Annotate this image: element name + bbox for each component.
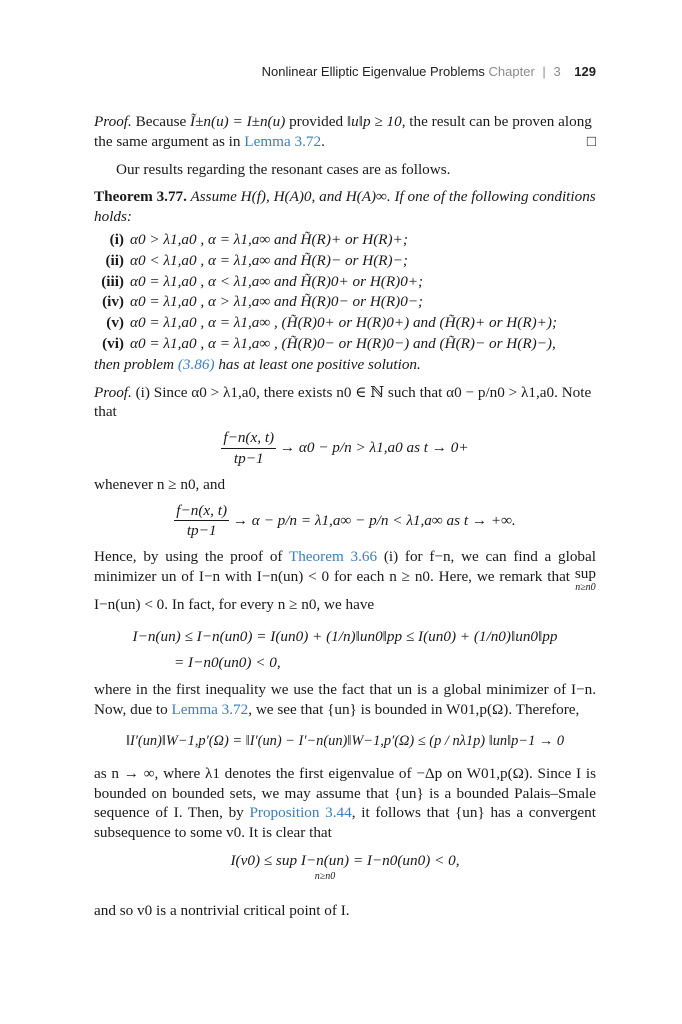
equation-3-line-2: = I−n0(un0) < 0, — [174, 653, 281, 671]
page-body — [94, 112, 596, 920]
proof-text: , we see that {un} is bounded in W01,p(Ω). Therefore, — [248, 701, 580, 719]
proof-text: Hence, by using the proof of — [94, 548, 289, 566]
proposition-link[interactable]: Proposition 3.44 — [249, 804, 352, 822]
proof-text: (i) for f−n, we can find a global minimizer un of I−n with I−n(un) < 0 for each n ≥ n0. Here, we remark that — [94, 548, 596, 585]
lemma-link[interactable]: Lemma 3.72 — [244, 132, 322, 150]
previous-proof — [94, 112, 596, 152]
equation-link[interactable]: (3.86) — [177, 355, 215, 373]
condition-text: α0 < λ1,a0 , α = λ1,a∞ and H̃(R)− or H(R)−; — [130, 251, 408, 269]
condition-label: (i) — [109, 230, 124, 248]
proof-paragraph-3 — [94, 547, 596, 615]
condition-label: (vi) — [102, 334, 124, 352]
math-inline: ‖u‖p ≥ 10 — [346, 113, 402, 130]
proof-paragraph-2: whenever n ≥ n0, and — [94, 475, 226, 493]
equation-2 — [94, 501, 596, 542]
proof-paragraph-1 — [94, 383, 596, 423]
equation-subscript: n≥n0 — [314, 870, 336, 882]
condition-item — [94, 251, 596, 271]
running-header — [262, 64, 596, 79]
condition-item — [94, 334, 596, 354]
condition-text: α0 = λ1,a0 , α = λ1,a∞ , (H̃(R)0− or H(R)0−) and (H̃(R)− or H(R)−), — [130, 334, 556, 352]
proof-text: as n → ∞, where λ1 denotes the first eigenvalue of −Δp on W01,p(Ω). Since I is bounded on bounded sets, we may assume that {un} is a bounded Palais–Smale sequence of I. Then, by — [94, 764, 596, 822]
sup-operator — [574, 564, 596, 595]
header-separator: | — [542, 64, 546, 79]
condition-list — [94, 230, 596, 354]
proof-text: , the result can be proven along the same argument as in — [94, 113, 592, 150]
theorem-link[interactable]: Theorem 3.66 — [288, 548, 378, 566]
proof-paragraph-6: and so v0 is a nontrivial critical point of I. — [94, 901, 350, 919]
condition-label: (v) — [106, 314, 124, 332]
theorem-text: Assume H(f), H(A)0, and H(A)∞. If one of the following conditions holds: — [94, 188, 596, 226]
proof-text: I−n(un) < 0. In fact, for every n ≥ n0, we have — [94, 595, 375, 613]
proof-text: , it follows that {un} has a convergent subsequence to some v0. It is clear that — [94, 804, 596, 842]
equation-1 — [94, 428, 596, 469]
equation-text: I(v0) ≤ sup I−n(un) = I−n0(un0) < 0, — [230, 851, 460, 869]
proof-text: provided — [285, 113, 347, 130]
lemma-link[interactable]: Lemma 3.72 — [171, 701, 249, 719]
math-inline: Ĩ±n(u) = I±n(u) — [190, 113, 286, 130]
condition-item — [94, 230, 596, 250]
denominator: tp−1 — [186, 522, 217, 540]
proof-text: (i) Since α0 > λ1,a0, there exists n0 ∈ ℕ such that α0 − p/n0 > λ1,a0. Note that — [94, 383, 592, 421]
equation-5 — [94, 851, 596, 887]
theorem-conclusion — [94, 355, 596, 375]
condition-text: α0 = λ1,a0 , α < λ1,a∞ and H̃(R)0+ or H(R)0+; — [130, 272, 424, 290]
chapter-number: 3 — [553, 64, 561, 79]
page-number: 129 — [574, 64, 596, 79]
equation-3-line-1: I−n(un) ≤ I−n(un0) = I(un0) + (1/n)‖un0‖pp ≤ I(un0) + (1/n0)‖un0‖pp — [132, 627, 558, 645]
equation-4: ‖I′(un)‖W−1,p′(Ω) = ‖I′(un) − I′−n(un)‖W−1,p′(Ω) ≤ (p / nλ1p) ‖un‖p−1 → 0 — [125, 732, 565, 749]
sup-subscript: n≥n0 — [575, 581, 596, 593]
condition-label: (iv) — [102, 293, 124, 311]
equation-rest: → α − p/n = λ1,a∞ − p/n < λ1,a∞ as t → +∞. — [232, 511, 516, 529]
numerator: f−n(x, t) — [174, 501, 229, 522]
theorem-label: Theorem 3.77. — [94, 188, 187, 206]
fraction — [221, 428, 276, 469]
proof-text: Because — [131, 113, 191, 130]
theorem-statement — [94, 187, 596, 227]
proof-paragraph-5 — [94, 764, 596, 843]
numerator: f−n(x, t) — [221, 428, 276, 449]
intro-paragraph: Our results regarding the resonant cases are as follows. — [116, 160, 451, 178]
chapter-label: Chapter — [488, 64, 535, 79]
conclusion-text: has at least one positive solution. — [214, 355, 421, 373]
condition-item — [94, 292, 596, 312]
condition-item — [94, 313, 596, 333]
condition-item — [94, 272, 596, 292]
condition-text: α0 > λ1,a0 , α = λ1,a∞ and H̃(R)+ or H(R)+; — [130, 230, 408, 248]
equation-rest: → α0 − p/n > λ1,a0 as t → 0+ — [279, 438, 469, 456]
denominator: tp−1 — [233, 449, 264, 467]
proof-text: where in the first inequality we use the fact that un is a global minimizer of I−n. Now, due to — [94, 681, 596, 719]
fraction — [174, 501, 229, 542]
condition-label: (iii) — [101, 272, 124, 290]
qed-symbol: □ — [586, 132, 596, 150]
condition-text: α0 = λ1,a0 , α = λ1,a∞ , (H̃(R)0+ or H(R)0+) and (H̃(R)+ or H(R)+); — [130, 314, 558, 332]
proof-paragraph-4 — [94, 680, 596, 720]
proof-label: Proof. — [94, 113, 132, 130]
proof-text: . — [321, 132, 325, 150]
sup-label: sup — [574, 564, 596, 582]
conclusion-text: then problem — [94, 355, 178, 373]
proof-label: Proof. — [94, 383, 132, 401]
condition-label: (ii) — [105, 251, 124, 269]
book-title: Nonlinear Elliptic Eigenvalue Problems — [261, 64, 485, 79]
condition-text: α0 = λ1,a0 , α > λ1,a∞ and H̃(R)0− or H(R)0−; — [130, 293, 424, 311]
